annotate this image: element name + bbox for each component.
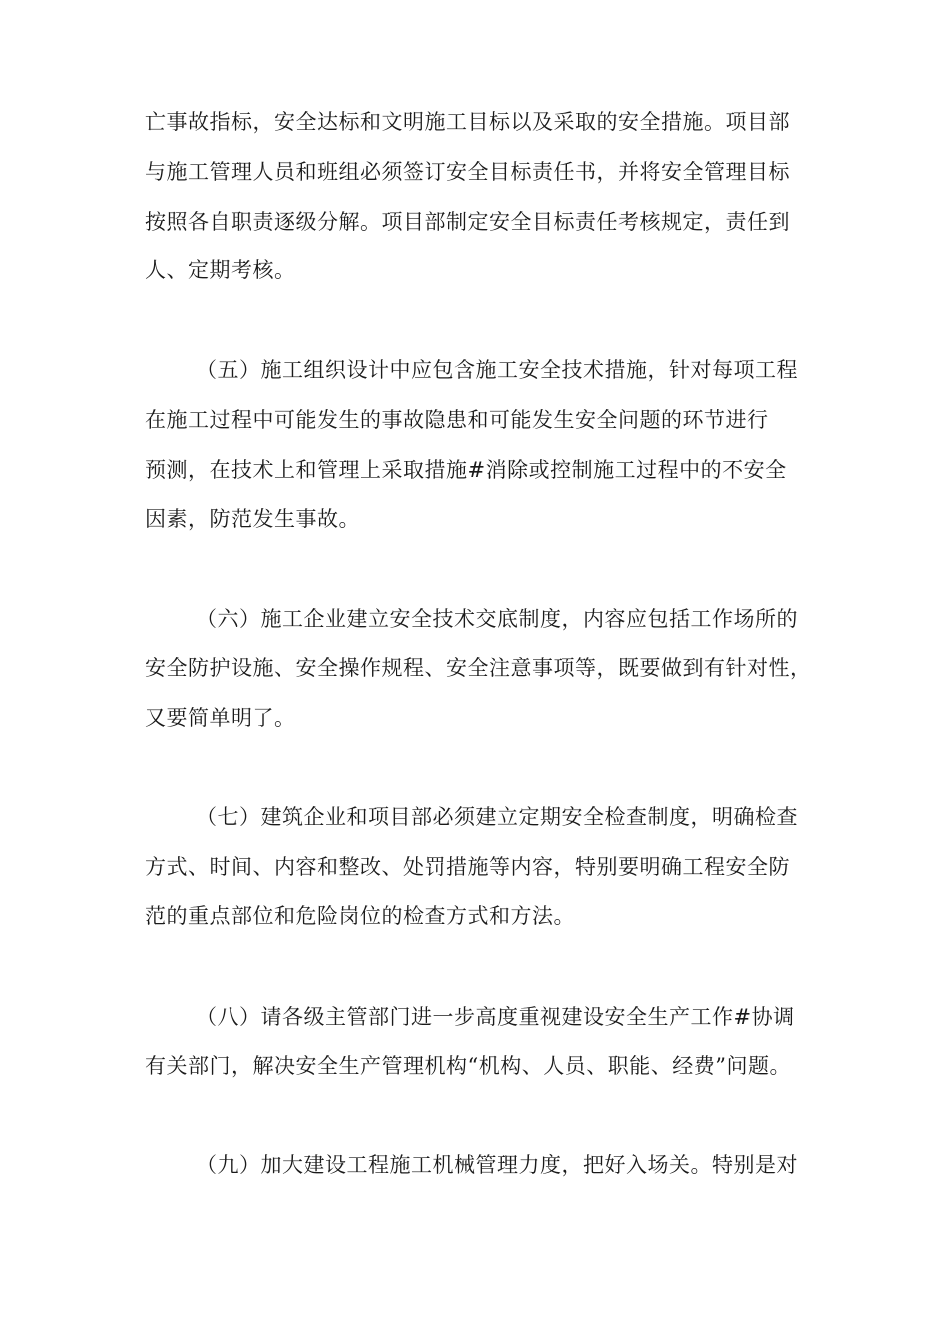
paragraph-line: 在施工过程中可能发生的事故隐患和可能发生安全问题的环节进行 xyxy=(145,408,769,432)
paragraph-line: （八）请各级主管部门进一步高度重视建设安全生产工作#协调 xyxy=(196,1005,795,1029)
paragraph-line: 人、定期考核。 xyxy=(145,258,296,282)
paragraph-line: 预测，在技术上和管理上采取措施#消除或控制施工过程中的不安全 xyxy=(145,458,787,482)
paragraph-line: （五）施工组织设计中应包含施工安全技术措施，针对每项工程 xyxy=(196,358,798,382)
paragraph-line: 与施工管理人员和班组必须签订安全目标责任书，并将安全管理目标 xyxy=(145,160,790,184)
paragraph-line: 按照各自职责逐级分解。项目部制定安全目标责任考核规定，责任到 xyxy=(145,210,790,234)
paragraph-line: （七）建筑企业和项目部必须建立定期安全检查制度，明确检查 xyxy=(196,805,798,829)
paragraph-line: （六）施工企业建立安全技术交底制度，内容应包括工作场所的 xyxy=(196,607,798,631)
paragraph-line: 因素，防范发生事故。 xyxy=(145,507,360,531)
paragraph-line: （九）加大建设工程施工机械管理力度，把好入场关。特别是对 xyxy=(196,1153,798,1177)
paragraph-line: 亡事故指标，安全达标和文明施工目标以及采取的安全措施。项目部 xyxy=(145,110,790,134)
paragraph-line: 范的重点部位和危险岗位的检查方式和方法。 xyxy=(145,904,575,928)
paragraph-line: 安全防护设施、安全操作规程、安全注意事项等，既要做到有针对性， xyxy=(145,656,812,680)
paragraph-line: 又要简单明了。 xyxy=(145,706,296,730)
paragraph-line: 方式、时间、内容和整改、处罚措施等内容，特别要明确工程安全防 xyxy=(145,855,790,879)
paragraph-line: 有关部门，解决安全生产管理机构“机构、人员、职能、经费”问题。 xyxy=(145,1054,791,1078)
